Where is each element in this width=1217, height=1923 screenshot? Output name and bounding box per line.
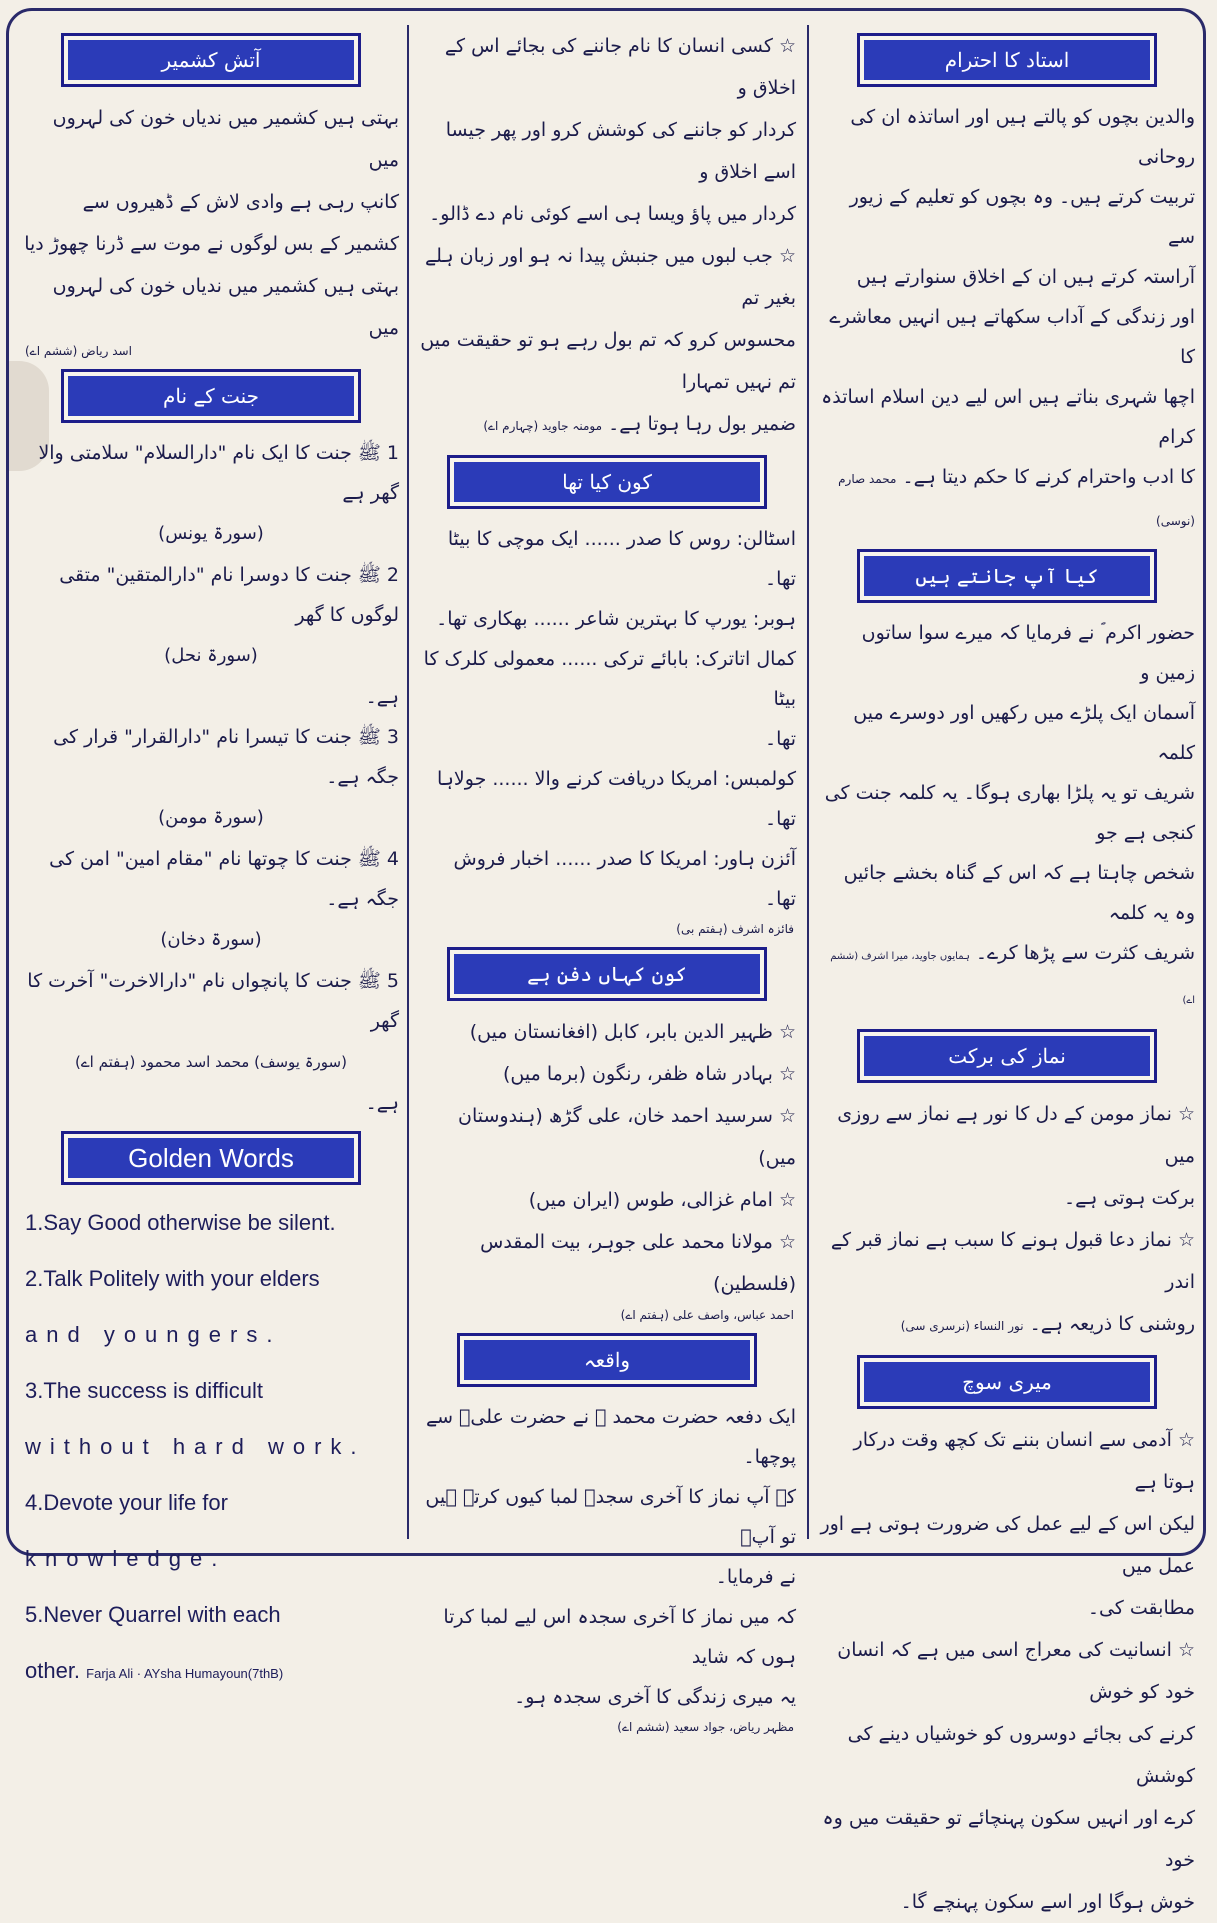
incident-text: ایک دفعہ حضرت محمد ؐ نے حضرت علیؓ سے پوچھا۔ کہ آپ نماز کا آخری سجدہ لمبا کیوں کرتے ہیں تو آپؓ نے فرمایا۔ کہ میں نماز کا آخری سجدہ اس لیے لمبا کرتا ہوں کہ شاید یہ میری زندگی کا آخری سجدہ ہو۔ (425, 1406, 796, 1708)
section-header: استاد کا احترام (857, 33, 1157, 87)
section-header: نماز کی برکت (857, 1029, 1157, 1083)
section-header: جنت کے نام (61, 369, 361, 423)
column-divider (807, 25, 809, 1539)
my-thought-text: ☆ آدمی سے انسان بننے تک کچھ وقت درکار ہوتا ہے لیکن اس کے لیے عمل کی ضرورت ہوتی ہے اور عمل میں مطابقت کی۔ ☆ انسانیت کی معراج اسی میں ہے کہ انسان خود کو خوش کرنے کی بجائے دوسروں کو خوشیاں دینے کی کوشش کرے اور انہیں سکون پہنچائے تو حقیقت میں وہ خود خوش ہوگا اور اسے سکون پہنچے گا۔ (820, 1429, 1195, 1913)
column-divider (407, 25, 409, 1539)
names-of-paradise: 1 ﷺ جنت کا ایک نام "دارالسلام" سلامتی والا گھر ہے (سورۃ یونس) 2 ﷺ جنت کا دوسرا نام "دارالمتقین" متقی لوگوں کا گھر (سورۃ نحل) ہے۔ 3 ﷺ جنت کا تیسرا نام "دارالقرار" قرار کی جگہ ہے۔ (سورۃ مومن) 4 ﷺ جنت کا چوتھا نام "مقام امین" امن کی جگہ ہے۔ (سورۃ دخان) 5 ﷺ جنت کا پانچواں نام "دارالاخرت" آخرت کا گھر (سورۃ یوسف) محمد اسد محمود (ہفتم اے) ہے۔ (27, 442, 399, 1114)
sayings-text: ☆ کسی انسان کا نام جاننے کی بجائے اس کے اخلاق و کردار کو جاننے کی کوشش کرو اور پھر جیسا اسے اخلاق و کردار میں پاؤ ویسا ہی اسے کوئی نام دے ڈالو۔ ☆ جب لبوں میں جنبش پیدا نہ ہو اور زبان ہلے بغیر تم محسوس کرو کہ تم بول رہے ہو تو حقیقت میں تم نہیں تمہارا ضمیر بول رہا ہوتا ہے۔ مومنہ جاوید (چہارم اے) (420, 35, 796, 435)
section-header: آتش کشمیر (61, 33, 361, 87)
kashmir-poem: بہتی ہیں کشمیر میں ندیاں خون کی لہروں میں کانپ رہی ہے وادی لاش کے ڈھیروں سے کشمیر کے بس لوگوں نے موت سے ڈرنا چھوڑ دیا بہتی ہیں کشمیر میں ندیاں خون کی لہروں میں (24, 107, 399, 339)
who-buried-where-text: ☆ ظہیر الدین بابر، کابل (افغانستان میں) ☆ بہادر شاہ ظفر، رنگون (برما میں) ☆ سرسید احمد خان، علی گڑھ (ہندوستان میں) ☆ امام غزالی، طوس (ایران میں) ☆ مولانا محمد علی جوہر، بیت المقدس (فلسطین) (458, 1021, 796, 1295)
middle-column: ☆ کسی انسان کا نام جاننے کی بجائے اس کے اخلاق و کردار کو جاننے کی کوشش کرو اور پھر جیسا اسے اخلاق و کردار میں پاؤ ویسا ہی اسے کوئی نام دے ڈالو۔ ☆ جب لبوں میں جنبش پیدا نہ ہو اور زبان ہلے بغیر تم محسوس کرو کہ تم بول رہے ہو تو حقیقت میں تم نہیں تمہارا ضمیر بول رہا ہوتا ہے۔ مومنہ جاوید (چہارم اے) کون کیا تھا اسٹالن: روس کا صدر ...... ایک موچی کا بیٹا تھا۔ ہوبر: یورپ کا بہترین شاعر ...... بھکاری تھا۔ کمال اتاترک: بابائے ترکی ...... معمولی کلرک کا بیٹا تھا۔ کولمبس: امریکا دریافت کرنے والا ...... جولاہا تھا۔ آئزن ہاور: امریکا کا صدر ...... اخبار فروش تھا۔ فائزہ اشرف (ہفتم بی) کون کہاں دفن ہے ☆ ظہیر الدین بابر، کابل (افغانستان میں) ☆ بہادر شاہ ظفر، رنگون (برما میں) ☆ سرسید احمد خان، علی گڑھ (ہندوستان میں) ☆ امام غزالی، طوس (ایران میں) ☆ مولانا محمد علی جوہر، بیت المقدس (فلسطین) احمد عباس، واصف علی (ہفتم اے) واقعہ ایک دفعہ حضرت محمد ؐ نے حضرت علیؓ سے پوچھا۔ کہ آپ نماز کا آخری سجدہ لمبا کیوں کرتے ہیں تو آپؓ نے فرمایا۔ کہ میں نماز کا آخری سجدہ اس لیے لمبا کرتا ہوں کہ شاید یہ میری زندگی کا آخری سجدہ ہو۔ مظہر ریاض، جواد سعید (ششم اے) (412, 25, 802, 1539)
section-header: کون کیا تھا (447, 455, 767, 509)
did-you-know-text: حضور اکرم ؐ نے فرمایا کہ میرے سوا ساتوں زمین و آسمان ایک پلڑے میں رکھیں اور دوسرے میں کلمہ شریف تو یہ پلڑا بھاری ہوگا۔ یہ کلمہ جنت کی کنجی ہے جو شخص چاہتا ہے کہ اس کے گناہ بخشے جائیں وہ یہ کلمہ شریف کثرت سے پڑھا کرے۔ ہمایوں جاوید، میرا اشرف (ششم اے) (824, 622, 1195, 1006)
who-was-what-text: اسٹالن: روس کا صدر ...... ایک موچی کا بیٹا تھا۔ ہوبر: یورپ کا بہترین شاعر ...... بھکاری تھا۔ کمال اتاترک: بابائے ترکی ...... معمولی کلرک کا بیٹا تھا۔ کولمبس: امریکا دریافت کرنے والا ...... جولاہا تھا۔ آئزن ہاور: امریکا کا صدر ...... اخبار فروش تھا۔ (423, 528, 796, 910)
golden-words-list: 1.Say Good otherwise be silent. 2.Talk Politely with your elders and youngers. 3.The success is difficult without hard work. 4.Devote your life for knowledge. 5.Never Quarrel with each other. Farja Ali · AYsha Humayoun(7thB) (25, 1210, 366, 1683)
right-column (813, 25, 1201, 1913)
section-header: کون کہاں دفن ہے (447, 947, 767, 1001)
left-column: آتش کشمیر بہتی ہیں کشمیر میں ندیاں خون کی لہروں میں کانپ رہی ہے وادی لاش کے ڈھیروں سے کشمیر کے بس لوگوں نے موت سے ڈرنا چھوڑ دیا بہتی ہیں کشمیر میں ندیاں خون کی لہروں میں اسد ریاض (ششم اے) جنت کے نام 1 ﷺ جنت کا ایک نام "دارالسلام" سلامتی والا گھر ہے (سورۃ یونس) 2 ﷺ جنت کا دوسرا نام "دارالمتقین" متقی لوگوں کا گھر (سورۃ نحل) ہے۔ 3 ﷺ جنت کا تیسرا نام "دارالقرار" قرار کی جگہ ہے۔ (سورۃ مومن) 4 ﷺ جنت کا چوتھا نام "مقام امین" امن کی جگہ ہے۔ (سورۃ دخان) 5 ﷺ جنت کا پانچواں نام "دارالاخرت" آخرت کا گھر (سورۃ یوسف) محمد اسد محمود (ہفتم اے) ہے۔ Golden Words 1.Say Good otherwise be silent. 2.Talk Politely with your elders and youngers. 3.The success is difficult without hard work. 4.Devote your life for knowledge. 5.Never Quarrel with each other. Farja Ali · AYsha Humayoun(7thB) (17, 25, 405, 1539)
section-header: کیا آپ جانتے ہیں (857, 549, 1157, 603)
prayer-blessing-text: ☆ نماز مومن کے دل کا نور ہے نماز سے روزی میں برکت ہوتی ہے۔ ☆ نماز دعا قبول ہونے کا سبب ہے نماز قبر کے اندر روشنی کا ذریعہ ہے۔ نور النساء (نرسری سی) (830, 1103, 1195, 1335)
section-header: میری سوچ (857, 1355, 1157, 1409)
newspaper-page (6, 8, 1206, 1913)
section-header: Golden Words (61, 1131, 361, 1185)
teacher-respect-text: والدین بچوں کو پالتے ہیں اور اساتذہ ان کی روحانی تربیت کرتے ہیں۔ وہ بچوں کو تعلیم کے زیور سے آراستہ کرتے ہیں ان کے اخلاق سنوارتے ہیں اور زندگی کے آداب سکھاتے ہیں انہیں معاشرے کا اچھا شہری بناتے ہیں اس لیے دین اسلام اساتذہ کرام کا ادب واحترام کرنے کا حکم دیتا ہے۔ محمد صارم (نوسی) (821, 106, 1195, 528)
section-header: واقعہ (457, 1333, 757, 1387)
